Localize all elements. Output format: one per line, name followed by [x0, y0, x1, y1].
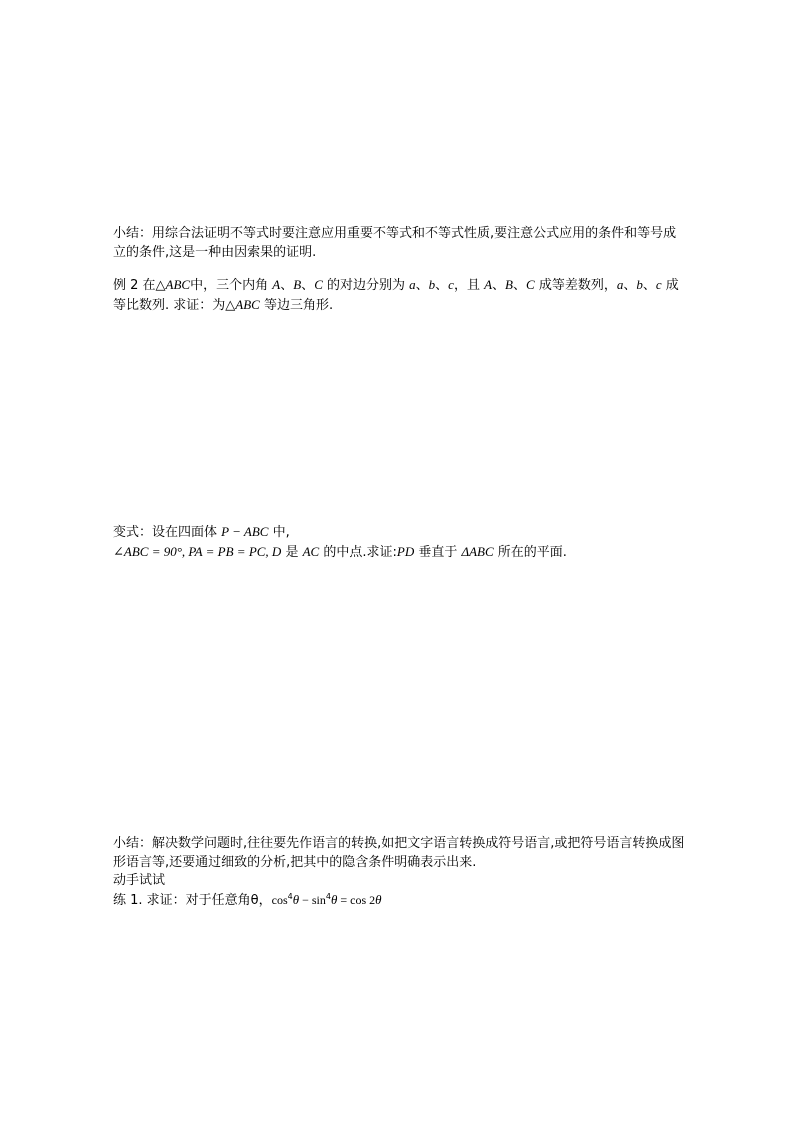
- exercise-1-text: 练 1. 求证：对于任意角θ，: [113, 893, 272, 908]
- math-b-lower: b: [428, 277, 436, 292]
- math-cos: cos: [271, 893, 288, 907]
- math-exponent: 4: [325, 892, 331, 901]
- math-conditions: ∠ABC = 90°, PA = PB = PC, D: [113, 544, 282, 559]
- math-tetrahedron: P − ABC: [221, 524, 269, 539]
- example-2-text: 、: [623, 278, 637, 293]
- variant-text: 变式：设在四面体: [113, 525, 222, 540]
- variant-text: 所在的平面.: [493, 545, 567, 560]
- example-2-text: 成等比数列. 求证：为: [113, 278, 679, 313]
- math-equals: =: [337, 893, 351, 907]
- variant-paragraph: [113, 522, 685, 562]
- variant-text: 中,: [268, 525, 290, 540]
- example-2-text: 、: [513, 278, 527, 293]
- example-2-text: 中，三个内角: [190, 278, 273, 293]
- math-segment-ac: AC: [302, 544, 320, 559]
- math-c-lower: c: [655, 277, 662, 292]
- math-segment-pd: PD: [396, 544, 415, 559]
- example-2-paragraph: [113, 275, 685, 315]
- math-b-upper: B: [293, 277, 302, 292]
- example-2-text: 的对边分别为: [322, 278, 410, 293]
- example-2-text: 、: [415, 278, 429, 293]
- math-a-upper: A: [272, 277, 281, 292]
- example-2-text: 、: [301, 278, 315, 293]
- math-triangle-abc: △ABC: [225, 297, 260, 312]
- math-c-upper: C: [526, 277, 535, 292]
- variant-text: 是: [281, 545, 303, 560]
- math-triangle-abc: △ABC: [155, 277, 191, 292]
- example-2-label: 例 2: [113, 278, 139, 293]
- summary-paragraph-2: [113, 834, 685, 872]
- try-heading-text: 动手试试: [113, 873, 166, 888]
- exercise-1-paragraph: [113, 890, 685, 910]
- example-2-text: 、: [642, 278, 656, 293]
- example-2-text: 、: [492, 278, 506, 293]
- variant-text: 垂直于: [414, 545, 462, 560]
- example-2-text: 在: [138, 278, 156, 293]
- math-a-upper: A: [484, 277, 493, 292]
- math-sin: sin: [311, 893, 326, 907]
- math-minus: −: [299, 893, 312, 907]
- example-2-text: ，且: [453, 278, 485, 293]
- example-2-text: 成等差数列，: [534, 278, 617, 293]
- section-heading-try: [113, 871, 685, 890]
- math-theta: θ: [331, 892, 338, 907]
- math-theta: θ: [375, 892, 382, 907]
- math-a-lower: a: [616, 277, 624, 292]
- math-triangle-abc: ΔABC: [461, 544, 494, 559]
- math-theta: θ: [292, 892, 300, 907]
- summary-paragraph-1: [113, 224, 685, 262]
- example-2-text: 、: [280, 278, 294, 293]
- summary-1-text: 小结：用综合法证明不等式时要注意应用重要不等式和不等式性质,要注意公式应用的条件和等号成立的条件,这是一种由因索果的证明.: [113, 226, 677, 260]
- math-b-upper: B: [505, 277, 513, 292]
- math-cos-2: cos 2: [350, 893, 376, 907]
- summary-2-text: 小结：解决数学问题时,往往要先作语言的转换,如把文字语言转换成符号语言,或把符号语言转换成图形语言等,还要通过细致的分析,把其中的隐含条件明确表示出来.: [113, 836, 685, 870]
- math-c-lower: c: [448, 277, 454, 292]
- math-a-lower: a: [409, 277, 416, 292]
- math-b-lower: b: [636, 277, 643, 292]
- variant-text: 的中点.求证:: [319, 545, 397, 560]
- example-2-text: 、: [435, 278, 449, 293]
- math-exponent: 4: [287, 892, 293, 901]
- math-c-upper: C: [314, 277, 323, 292]
- example-2-text: 等边三角形.: [259, 298, 334, 313]
